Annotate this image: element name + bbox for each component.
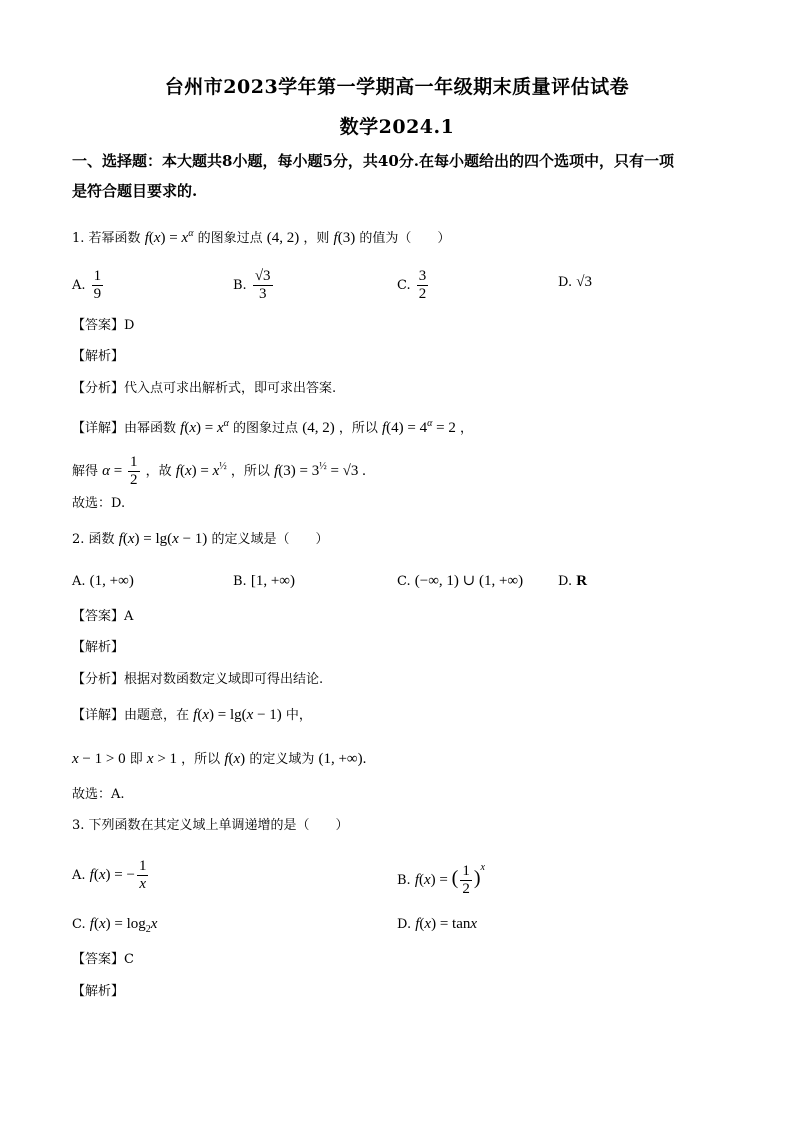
question-2: 2. 函数 f(x) = lg(x − 1) 的定义域是（ ） [72, 531, 329, 547]
q3-option-b: B. f(x) = ( $\frac{1}{2}$ )$^x$ [397, 862, 485, 897]
q1-option-a: A. $\frac{1}{9}$ [72, 268, 102, 302]
q3-answer: 【答案】C [72, 952, 134, 967]
q2-fenxi: 【分析】根据对数函数定义域即可得出结论. [72, 672, 324, 687]
q1-analysis-label: 【解析】 [72, 349, 125, 364]
q1-option-c: C. $\frac{3}{2}$ [397, 268, 427, 302]
fraction-3-2: $\frac{3}{2}$ [418, 268, 427, 302]
q2-option-b: B. [1, +∞) [233, 573, 295, 589]
section-heading [72, 146, 732, 206]
q2-option-c: C. (−∞, 1) ∪ (1, +∞) [397, 573, 524, 589]
q2-option-d: D. R [558, 573, 588, 589]
question-3: 3. 下列函数在其定义域上单调递增的是（ ） [72, 818, 349, 833]
math-power-function: $f(x) = x^\alpha$ [144, 228, 194, 246]
q1-answer: 【答案】D [72, 318, 135, 333]
fraction-sqrt3-3: $\frac{√3}{3}$ [254, 268, 271, 302]
q2-solution: x − 1 > 0 即 x > 1 ，所以 f(x) 的定义域为 (1, +∞). [72, 751, 367, 767]
q1-conclusion: 故选：D. [72, 496, 126, 511]
q2-analysis-label: 【解析】 [72, 640, 125, 655]
q1-option-b: B. $\frac{√3}{3}$ [233, 268, 271, 302]
q1-fenxi: 【分析】代入点可求出解析式，即可求出答案. [72, 381, 337, 396]
math-point: (4, 2) [266, 230, 300, 246]
q3-analysis-label: 【解析】 [72, 984, 125, 999]
q3-option-a: A. f(x) = − $\frac{1}{x}$ [72, 858, 147, 892]
section-heading-line2: 是符合题目要求的. [72, 182, 198, 200]
page-title: 台州市2023学年第一学期高一年级期末质量评估试卷 [164, 76, 630, 98]
q2-detail: 【详解】由题意，在 f(x) = lg(x − 1) 中， [72, 707, 312, 723]
q2-conclusion: 故选：A. [72, 787, 125, 802]
q2-option-a: A. (1, +∞) [72, 573, 134, 589]
q1-detail: 【详解】由幂函数 $f(x) = x^\alpha$ 的图象过点 (4, 2) ，所以 $f(4) = 4^\alpha = 2$ ， [72, 418, 473, 436]
fraction-1-9: $\frac{1}{9}$ [93, 268, 102, 302]
section-heading-line1: 一、选择题：本大题共8小题，每小题5分，共40分.在每小题给出的四个选项中，只有一项 [72, 152, 674, 170]
q3-option-c: C. $f(x) = \log_2x$ [72, 916, 158, 935]
q1-option-d: D. √3 [558, 274, 592, 290]
page-subtitle: 数学2024.1 [339, 116, 455, 138]
q3-option-d: D. f(x) = tanx [397, 916, 478, 932]
q1-solution: 解得 α = $\frac{1}{2}$ ，故 $f(x) = x^{\frac{1}{2}}$ ，所以 $f(3) = 3^{\frac{1}{2}} = √3$ . [72, 454, 366, 488]
math-f3: f(3) [333, 230, 356, 246]
question-1: 1. 若幂函数 $f(x) = x^\alpha$ 的图象过点 (4, 2) ，则 f(3) 的值为（ ） [72, 228, 451, 246]
q2-answer: 【答案】A [72, 609, 134, 624]
